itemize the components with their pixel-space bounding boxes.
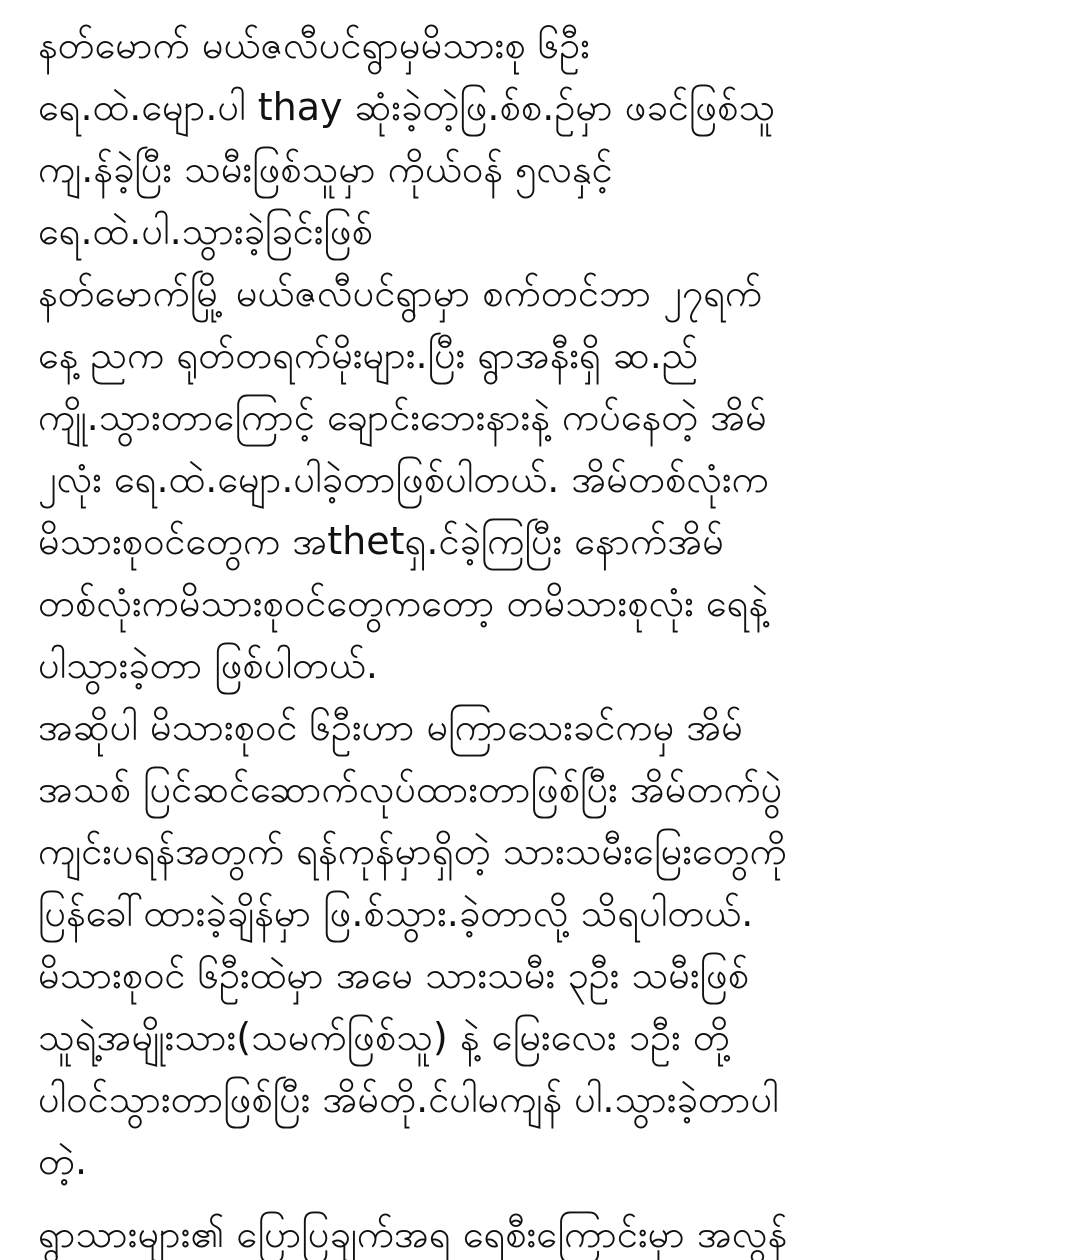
post-text-line: အဆိုပါ မိသားစုဝင် ၆ဦးဟာ မကြာသေးခင်ကမှ အိမ်: [38, 705, 743, 749]
post-text-line: ကျင်းပရန်အတွက် ရန်ကုန်မှာရှိတဲ့ သားသမီးမြေးတွေကို: [38, 829, 787, 873]
post-text-line: ပါသွားခဲ့တာ ဖြစ်ပါတယ်.: [38, 643, 378, 687]
post-text-line: ကျ.န်ခဲ့ပြီး သမီးဖြစ်သူမှာ ကိုယ်ဝန် ၅လနှင့်: [38, 147, 613, 191]
post-text-line: တစ်လုံးကမိသားစုဝင်တွေကတော့ တမိသားစုလုံး ရေနဲ့: [38, 581, 769, 625]
post-text-cutoff-line: ရွာသားများ၏ ပြောပြချက်အရ ရေစီးကြောင်းမှာ အလွန်: [38, 1212, 788, 1256]
post-text-line: ကျို.သွားတာကြောင့် ချောင်းဘေးနားနဲ့ ကပ်နေတဲ့ အိမ်: [38, 395, 767, 439]
post-text-line: ရေ.ထဲ.မျော.ပါ thay ဆုံးခဲ့တဲ့ဖြ.စ်စ.ဥ်မှာ ဖခင်ဖြစ်သူ: [38, 85, 776, 129]
post-text-line: နေ့ ညက ရုတ်တရက်မိုးများ.ပြီး ရွာအနီးရှိ ဆ.ည်: [38, 333, 699, 377]
post-text-line: သူရဲ့အမျိုးသား(သမက်ဖြစ်သူ) နဲ့ မြေးလေး ၁ဦး တို့: [38, 1015, 730, 1059]
post-text-line: ၂လုံး ရေ.ထဲ.မျော.ပါခဲ့တာဖြစ်ပါတယ်. အိမ်တစ်လုံးက: [38, 457, 769, 501]
post-text-line: နတ်မောက် မယ်ဇလီပင်ရွာမှမိသားစု ၆ဦး: [38, 23, 590, 67]
post-text-line: တဲ့.: [38, 1139, 88, 1183]
post-text-body: [38, 14, 1050, 1192]
post-text-line: နတ်မောက်မြို့ မယ်ဇလီပင်ရွာမှာ စက်တင်ဘာ ၂၇ရက်: [38, 271, 763, 315]
post-text-line: ပါဝင်သွားတာဖြစ်ပြီး အိမ်တို.င်ပါမကျန် ပါ.သွားခဲ့တာပါ: [38, 1077, 779, 1121]
post-text-line: အသစ် ပြင်ဆင်ဆောက်လုပ်ထားတာဖြစ်ပြီး အိမ်တက်ပွဲ: [38, 767, 783, 811]
post-text-line: မိသားစုဝင် ၆ဦးထဲမှာ အမေ သားသမီး ၃ဦး သမီးဖြစ်: [38, 953, 750, 997]
post-text-line: မိသားစုဝင်တွေက အthetရှ.င်ခဲ့ကြပြီး နောက်အိမ်: [38, 519, 724, 563]
post-text-line: ပြန်ခေါ်ထားခဲ့ချိန်မှာ ဖြ.စ်သွား.ခဲ့တာလို့ သိရပါတယ်.: [38, 891, 754, 935]
post-text-line: ရေ.ထဲ.ပါ.သွားခဲ့ခြင်းဖြစ်: [38, 209, 374, 253]
